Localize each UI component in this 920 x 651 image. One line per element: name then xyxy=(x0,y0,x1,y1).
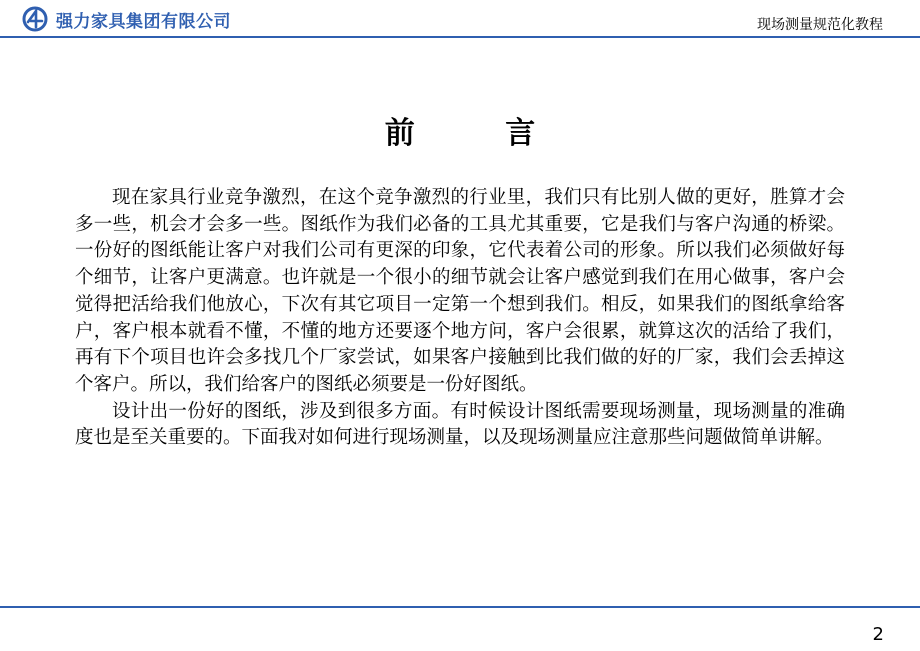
header-divider xyxy=(0,36,920,38)
preface-body xyxy=(75,185,845,452)
company-logo-icon xyxy=(22,6,52,32)
slide-header xyxy=(0,0,920,40)
footer-divider xyxy=(0,606,920,608)
company-name: 强力家具集团有限公司 xyxy=(56,12,231,32)
course-title: 现场测量规范化教程 xyxy=(757,17,883,33)
slide-title: 前 言 xyxy=(384,116,576,151)
page-number: 2 xyxy=(872,624,884,645)
preface-paragraph-2: 设计出一份好的图纸，涉及到很多方面。有时候设计图纸需要现场测量，现场测量的准确度也是至关重要的。下面我对如何进行现场测量，以及现场测量应注意那些问题做简单讲解。 xyxy=(75,400,845,449)
preface-paragraph-1: 现在家具行业竞争激烈，在这个竞争激烈的行业里，我们只有比别人做的更好，胜算才会多一些，机会才会多一些。图纸作为我们必备的工具尤其重要，它是我们与客户沟通的桥梁。一份好的图纸能让客户对我们公司有更深的印象，它代表着公司的形象。所以我们必须做好每个细节，让客户更满意。也许就是一个很小的细节就会让客户感觉到我们在用心做事，客户会觉得把活给我们他放心，下次有其它项目一定第一个想到我们。相反，如果我们的图纸拿给客户，客户根本就看不懂，不懂的地方还要逐个地方问，客户会很累，就算这次的活给了我们，再有下个项目也许会多找几个厂家尝试，如果客户接触到比我们做的好的厂家，我们会丢掉这个客户。所以，我们给客户的图纸必须要是一份好图纸。 xyxy=(75,187,845,395)
